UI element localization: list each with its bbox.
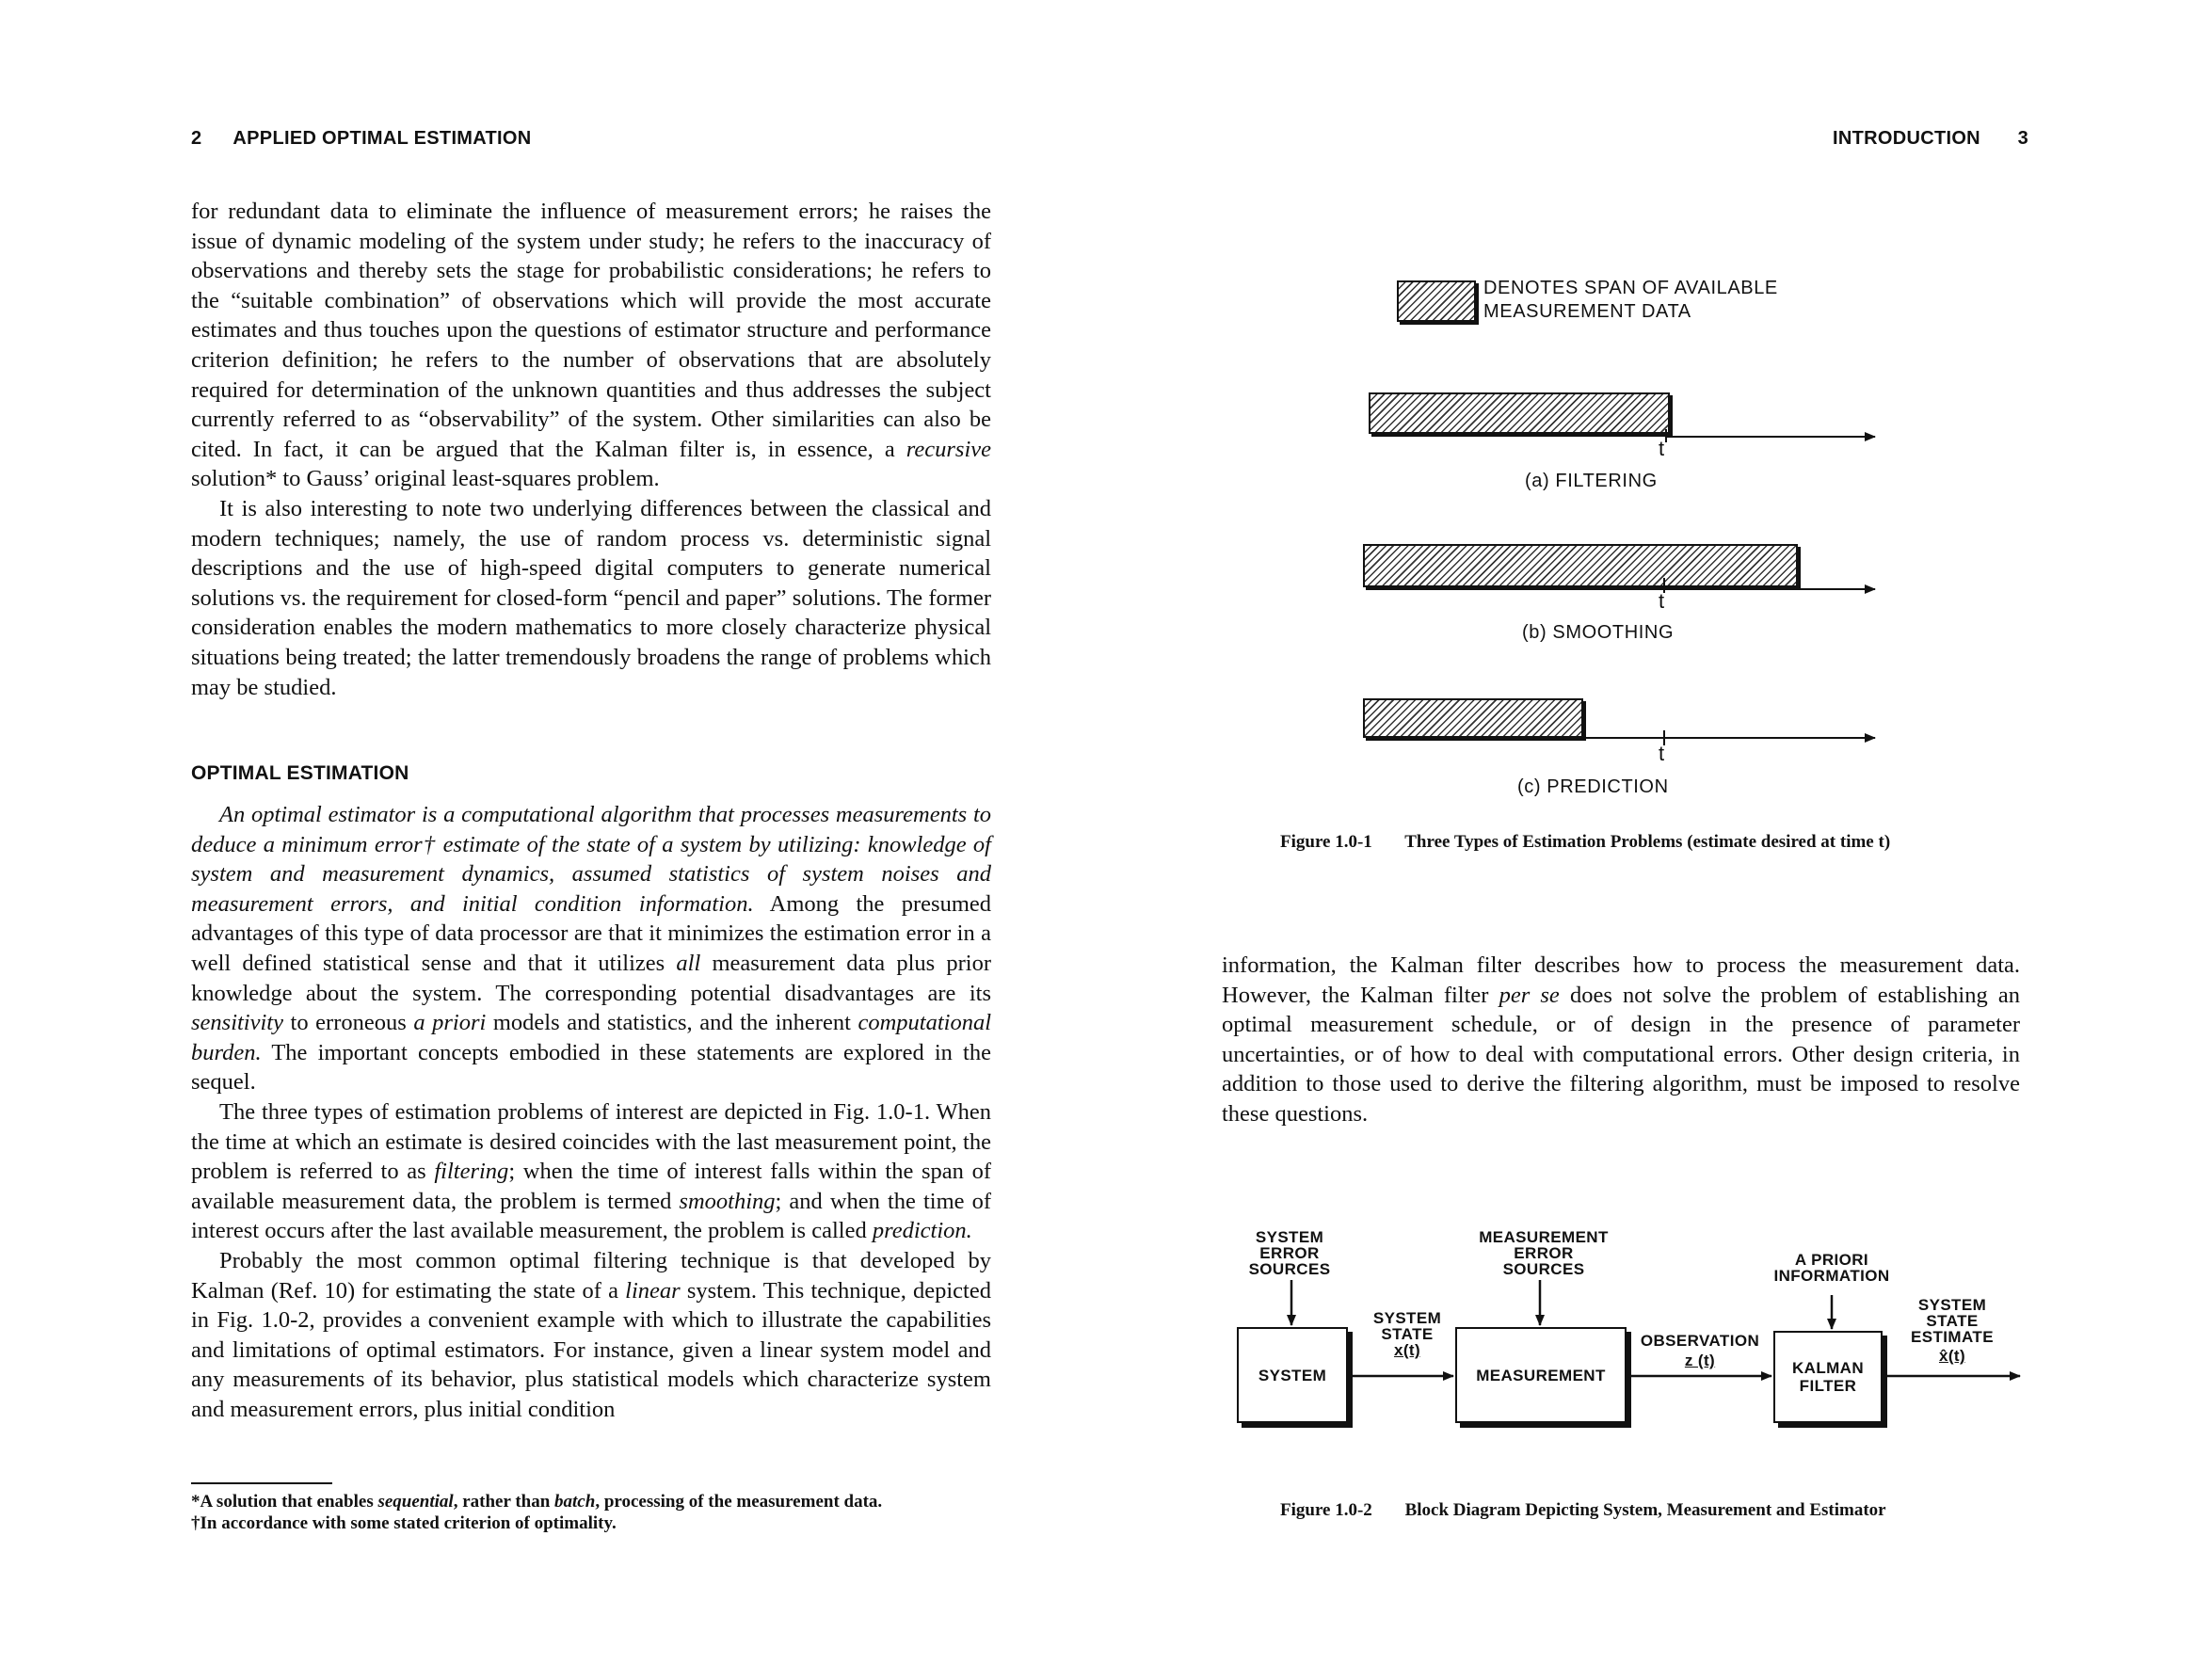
legend-line-2: MEASUREMENT DATA bbox=[1483, 301, 1691, 322]
figure-1-caption-text: Three Types of Estimation Problems (estimate desired at time t) bbox=[1404, 832, 1891, 852]
label-line: SOURCES bbox=[1502, 1260, 1585, 1278]
label-line: SYSTEM bbox=[1255, 1228, 1324, 1246]
label-line: INFORMATION bbox=[1773, 1267, 1890, 1285]
filtering-label: (a) FILTERING bbox=[1525, 471, 1658, 491]
paragraph-definition: An optimal estimator is a computational algorithm that processes measurements to deduce a minimum error† estimate of the state of a system by utilizing: knowledge of system and measurement dynamics, assumed statistics of system noises and measurement errors, and initial condition information. Among the presumed advantages of this type of data processor are that it minimizes the estimation error in a well defined statistical sense and that it utilizes all measurement data plus prior knowledge about the system. The corresponding potential disadvantages are its sensitivity to erroneous a priori models and statistics, and the inherent computational burden. The important concepts embodied in these statements are explored in the sequel. bbox=[191, 802, 992, 1096]
label-line: STATE bbox=[1926, 1312, 1979, 1330]
left-page-number: 2 bbox=[191, 128, 202, 149]
left-book-title: APPLIED OPTIMAL ESTIMATION bbox=[232, 128, 532, 149]
kalman-box-line-1: KALMAN bbox=[1791, 1359, 1865, 1377]
legend-line-1: DENOTES SPAN OF AVAILABLE bbox=[1483, 278, 1778, 298]
system-state-symbol: x(t) bbox=[1393, 1341, 1421, 1359]
paragraph-kalman: Probably the most common optimal filtering technique is that developed by Kalman (Ref. 10) for estimating the state of a linear system. This technique, depicted in Fig. 1.0-2, provides a convenient example with which to illustrate the capabilities and limitations of optimal estimators. For instance, given a linear system model and any measurements of its behavior, plus statistical models which characterize system and measurement errors, plus initial condition bbox=[191, 1247, 991, 1422]
paragraph-three-types: The three types of estimation problems of interest are depicted in Fig. 1.0-1. When the time at which an estimate is desired coincides with the last measurement point, the problem is referred to as filtering; when the time of interest falls within the span of available measurement data, the problem is termed smoothing; and when the time of interest occurs after the last available measurement, the problem is called prediction. bbox=[191, 1098, 991, 1244]
label-line: ERROR bbox=[1259, 1244, 1320, 1262]
figure-2-number: Figure 1.0-2 bbox=[1280, 1500, 1372, 1520]
label-line: OBSERVATION bbox=[1640, 1332, 1760, 1350]
prediction-label: (c) PREDICTION bbox=[1517, 776, 1669, 797]
label-line: SYSTEM bbox=[1372, 1309, 1442, 1327]
figure-2-caption-text: Block Diagram Depicting System, Measurement and Estimator bbox=[1404, 1500, 1886, 1520]
label-line: SYSTEM bbox=[1917, 1296, 1987, 1314]
label-line: STATE bbox=[1381, 1325, 1434, 1343]
section-heading-optimal-estimation: OPTIMAL ESTIMATION bbox=[191, 762, 409, 784]
measurement-box: MEASUREMENT bbox=[1455, 1327, 1627, 1423]
system-box: SYSTEM bbox=[1237, 1327, 1348, 1423]
smoothing-label: (b) SMOOTHING bbox=[1522, 622, 1675, 643]
kalman-box-line-2: FILTER bbox=[1799, 1377, 1857, 1395]
filtering-time-label: t bbox=[1659, 437, 1665, 460]
label-line: SOURCES bbox=[1248, 1260, 1331, 1278]
observation-symbol: z (t) bbox=[1684, 1352, 1716, 1369]
prediction-time-label: t bbox=[1659, 742, 1665, 765]
label-line: ESTIMATE bbox=[1911, 1328, 1994, 1346]
right-page-number: 3 bbox=[2017, 128, 2029, 149]
label-line: A PRIORI bbox=[1794, 1251, 1869, 1269]
paragraph-information: information, the Kalman filter describes how to process the measurement data. However, the Kalman filter per se does not solve the problem of establishing an optimal measurement schedule, or of design in the presence of parameter uncertainties, or of how to deal with computational errors. Other design criteria, in addition to those used to derive the filtering algorithm, must be imposed to resolve these questions. bbox=[1222, 952, 2020, 1127]
paragraph-redundant-data: for redundant data to eliminate the influence of measurement errors; he raises the issue of dynamic modeling of the system under study; he refers to the inaccuracy of observations and thereby sets the stage for probabilistic considerations; he refers to the “suitable combination” of observations which will provide the most accurate estimates and thus touches upon the questions of estimator structure and performance criterion definition; he refers to the number of observations that are absolutely required for determination of the unknown quantities and thus addresses the subject currently referred to as “observability” of the system. Other similarities can also be cited. In fact, it can be argued that the Kalman filter is, in essence, a recursive solution* to Gauss’ original least-squares problem. bbox=[191, 199, 991, 492]
label-line: ERROR bbox=[1514, 1244, 1574, 1262]
figure-1-number: Figure 1.0-1 bbox=[1280, 832, 1372, 852]
right-book-title: INTRODUCTION bbox=[1833, 128, 1980, 149]
smoothing-time-label: t bbox=[1659, 589, 1665, 613]
estimate-symbol: x̂(t) bbox=[1938, 1347, 1966, 1365]
footnote-sequential: *A solution that enables sequential, rather than batch, processing of the measurement data. bbox=[191, 1492, 883, 1512]
paragraph-differences: It is also interesting to note two underlying differences between the classical and modern techniques; namely, the use of random process vs. deterministic signal descriptions and the use of high-speed digital computers to generate numerical solutions vs. the requirement for closed-form “pencil and paper” solutions. The former consideration enables the modern mathematics to more closely characterize physical situations being treated; the latter tremendously broadens the range of problems which may be studied. bbox=[191, 495, 991, 700]
footnote-optimality: †In accordance with some stated criterion of optimality. bbox=[191, 1513, 617, 1533]
label-line: MEASUREMENT bbox=[1479, 1228, 1609, 1246]
